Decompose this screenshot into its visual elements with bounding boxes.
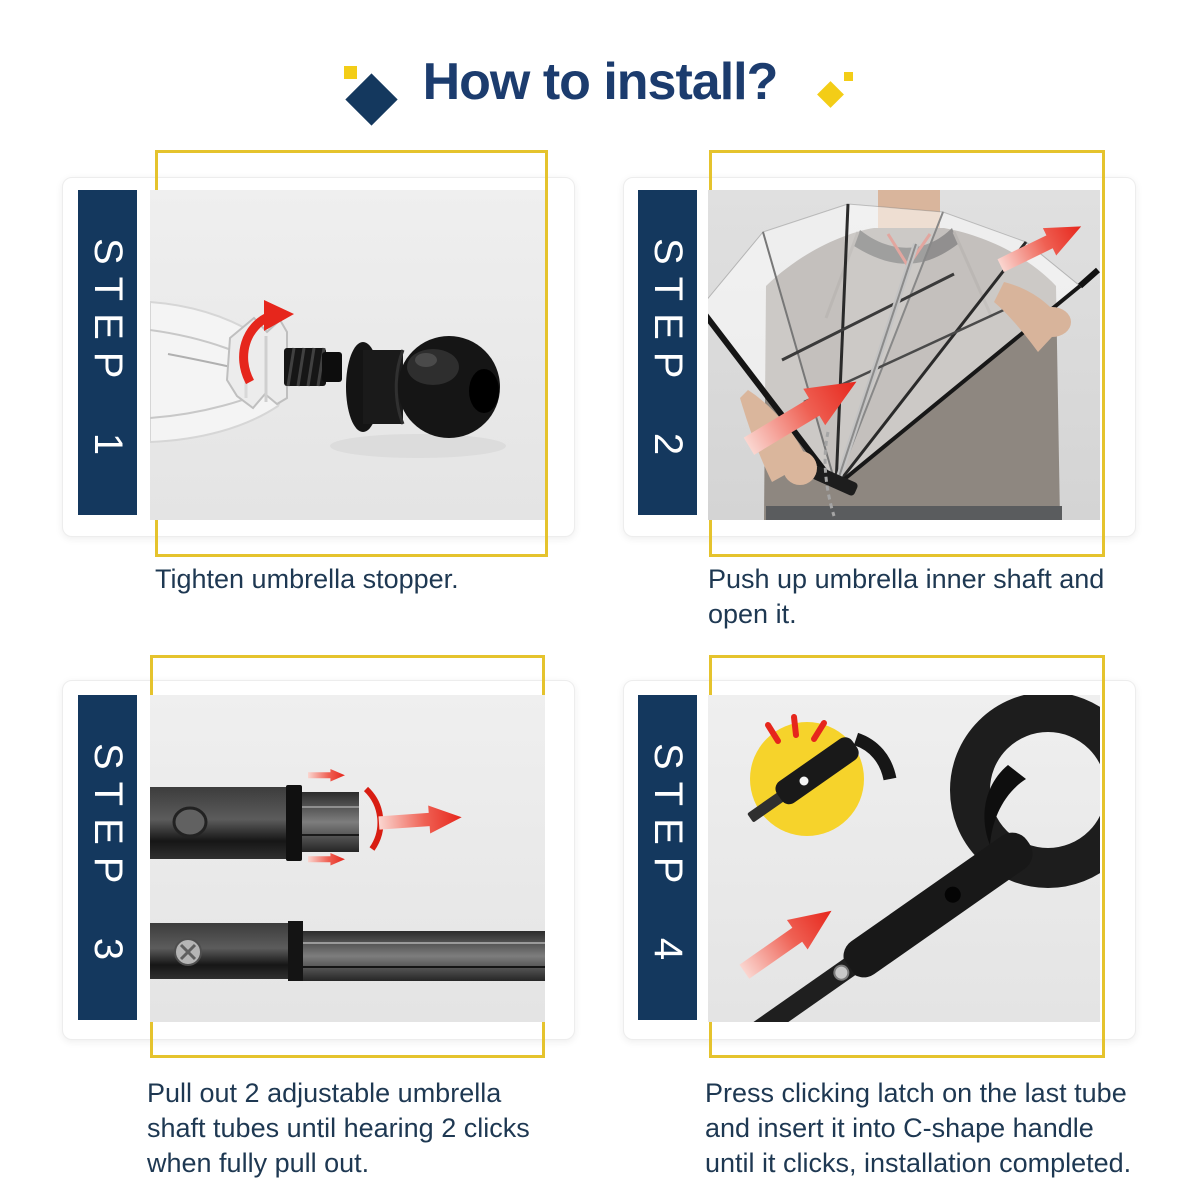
step-3-photo	[150, 695, 545, 1022]
caption-line: and insert it into C-shape handle	[705, 1113, 1094, 1143]
title-decoration-right	[812, 68, 864, 120]
caption-line: Push up umbrella inner shaft and	[708, 564, 1105, 594]
step-1-caption	[155, 562, 575, 597]
step-4-label: STEP 4	[646, 742, 690, 973]
yellow-diamond-icon	[817, 81, 844, 108]
step-1-label: STEP 1	[86, 237, 130, 468]
step-2-label: STEP 2	[646, 237, 690, 468]
step-2-photo	[708, 190, 1100, 520]
caption-line: Press clicking latch on the last tube	[705, 1078, 1127, 1108]
step-3-caption	[147, 1076, 587, 1181]
title-row	[0, 0, 1200, 140]
caption-line: Pull out 2 adjustable umbrella	[147, 1078, 502, 1108]
step-1-banner	[78, 190, 137, 515]
step-1-illustration	[150, 190, 545, 520]
caption-line: when fully pull out.	[147, 1148, 370, 1178]
caption-line: shaft tubes until hearing 2 clicks	[147, 1113, 530, 1143]
screw-thread	[284, 348, 342, 386]
step-4-banner	[638, 695, 697, 1020]
step-3-label: STEP 3	[86, 742, 130, 973]
umbrella-stopper	[346, 336, 500, 438]
step-1-photo	[150, 190, 545, 520]
step-2-illustration	[708, 190, 1100, 520]
step-3-banner	[78, 695, 137, 1020]
step-2-caption	[708, 562, 1148, 632]
step-4-illustration	[708, 695, 1100, 1022]
step-4-photo	[708, 695, 1100, 1022]
caption-line: Tighten umbrella stopper.	[155, 564, 459, 594]
yellow-square-icon	[844, 72, 853, 81]
step-2-banner	[638, 190, 697, 515]
step-3-illustration	[150, 695, 545, 1022]
upper-shaft-tube	[150, 785, 359, 861]
page-title: How to install?	[422, 53, 778, 111]
caption-line: until it clicks, installation completed.	[705, 1148, 1132, 1178]
step-4-caption	[705, 1076, 1195, 1181]
caption-line: open it.	[708, 599, 797, 629]
